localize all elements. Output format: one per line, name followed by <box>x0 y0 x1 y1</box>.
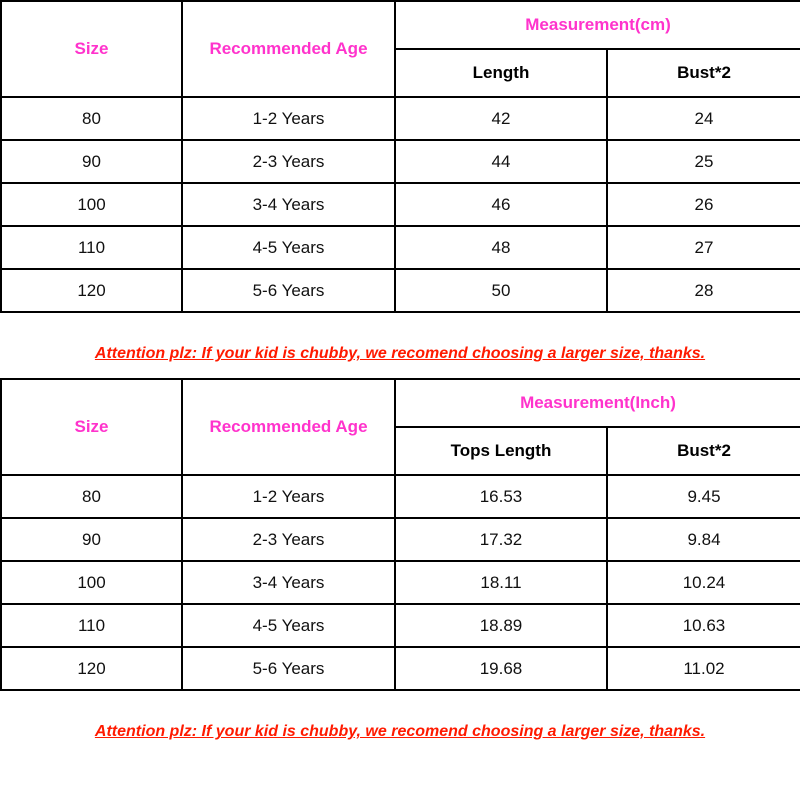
cell-tops-length: 18.89 <box>395 604 607 647</box>
size-chart-inch <box>0 378 800 691</box>
table-row <box>1 269 800 312</box>
cell-length: 46 <box>395 183 607 226</box>
table-row <box>1 518 800 561</box>
cell-age: 4-5 Years <box>182 226 395 269</box>
header-length: Length <box>395 49 607 97</box>
cell-tops-length: 16.53 <box>395 475 607 518</box>
cell-age: 5-6 Years <box>182 269 395 312</box>
cell-size: 100 <box>1 183 182 226</box>
table-row <box>1 97 800 140</box>
cell-bust: 27 <box>607 226 800 269</box>
header-measurement: Measurement(Inch) <box>395 379 800 427</box>
cell-size: 80 <box>1 475 182 518</box>
cell-age: 1-2 Years <box>182 97 395 140</box>
cell-size: 110 <box>1 226 182 269</box>
cell-size: 90 <box>1 518 182 561</box>
table-row <box>1 140 800 183</box>
cell-size: 90 <box>1 140 182 183</box>
cell-age: 2-3 Years <box>182 140 395 183</box>
table-row <box>1 561 800 604</box>
cell-bust: 10.63 <box>607 604 800 647</box>
header-recommended-age: Recommended Age <box>182 379 395 475</box>
header-row <box>1 1 800 49</box>
cell-bust: 9.45 <box>607 475 800 518</box>
header-bust: Bust*2 <box>607 49 800 97</box>
table-row <box>1 647 800 690</box>
cell-bust: 25 <box>607 140 800 183</box>
cell-length: 48 <box>395 226 607 269</box>
header-size: Size <box>1 1 182 97</box>
cell-length: 44 <box>395 140 607 183</box>
table-row <box>1 183 800 226</box>
cell-length: 42 <box>395 97 607 140</box>
cell-size: 80 <box>1 97 182 140</box>
attention-note: Attention plz: If your kid is chubby, we recomend choosing a larger size, thanks. <box>94 723 706 740</box>
cell-age: 1-2 Years <box>182 475 395 518</box>
cell-length: 50 <box>395 269 607 312</box>
cell-tops-length: 17.32 <box>395 518 607 561</box>
cell-bust: 28 <box>607 269 800 312</box>
cell-bust: 10.24 <box>607 561 800 604</box>
cell-age: 3-4 Years <box>182 183 395 226</box>
cell-bust: 24 <box>607 97 800 140</box>
size-table-inch <box>0 378 800 691</box>
table-row <box>1 475 800 518</box>
size-chart-cm <box>0 0 800 313</box>
header-measurement: Measurement(cm) <box>395 1 800 49</box>
cell-size: 100 <box>1 561 182 604</box>
attention-note: Attention plz: If your kid is chubby, we recomend choosing a larger size, thanks. <box>94 345 706 362</box>
header-size: Size <box>1 379 182 475</box>
header-bust: Bust*2 <box>607 427 800 475</box>
header-row <box>1 379 800 427</box>
header-recommended-age: Recommended Age <box>182 1 395 97</box>
cell-age: 2-3 Years <box>182 518 395 561</box>
cell-tops-length: 18.11 <box>395 561 607 604</box>
header-tops-length: Tops Length <box>395 427 607 475</box>
cell-size: 110 <box>1 604 182 647</box>
cell-age: 3-4 Years <box>182 561 395 604</box>
cell-bust: 26 <box>607 183 800 226</box>
cell-tops-length: 19.68 <box>395 647 607 690</box>
cell-size: 120 <box>1 269 182 312</box>
cell-age: 4-5 Years <box>182 604 395 647</box>
table-row <box>1 226 800 269</box>
cell-bust: 11.02 <box>607 647 800 690</box>
cell-size: 120 <box>1 647 182 690</box>
cell-bust: 9.84 <box>607 518 800 561</box>
cell-age: 5-6 Years <box>182 647 395 690</box>
size-table-cm <box>0 0 800 313</box>
table-row <box>1 604 800 647</box>
